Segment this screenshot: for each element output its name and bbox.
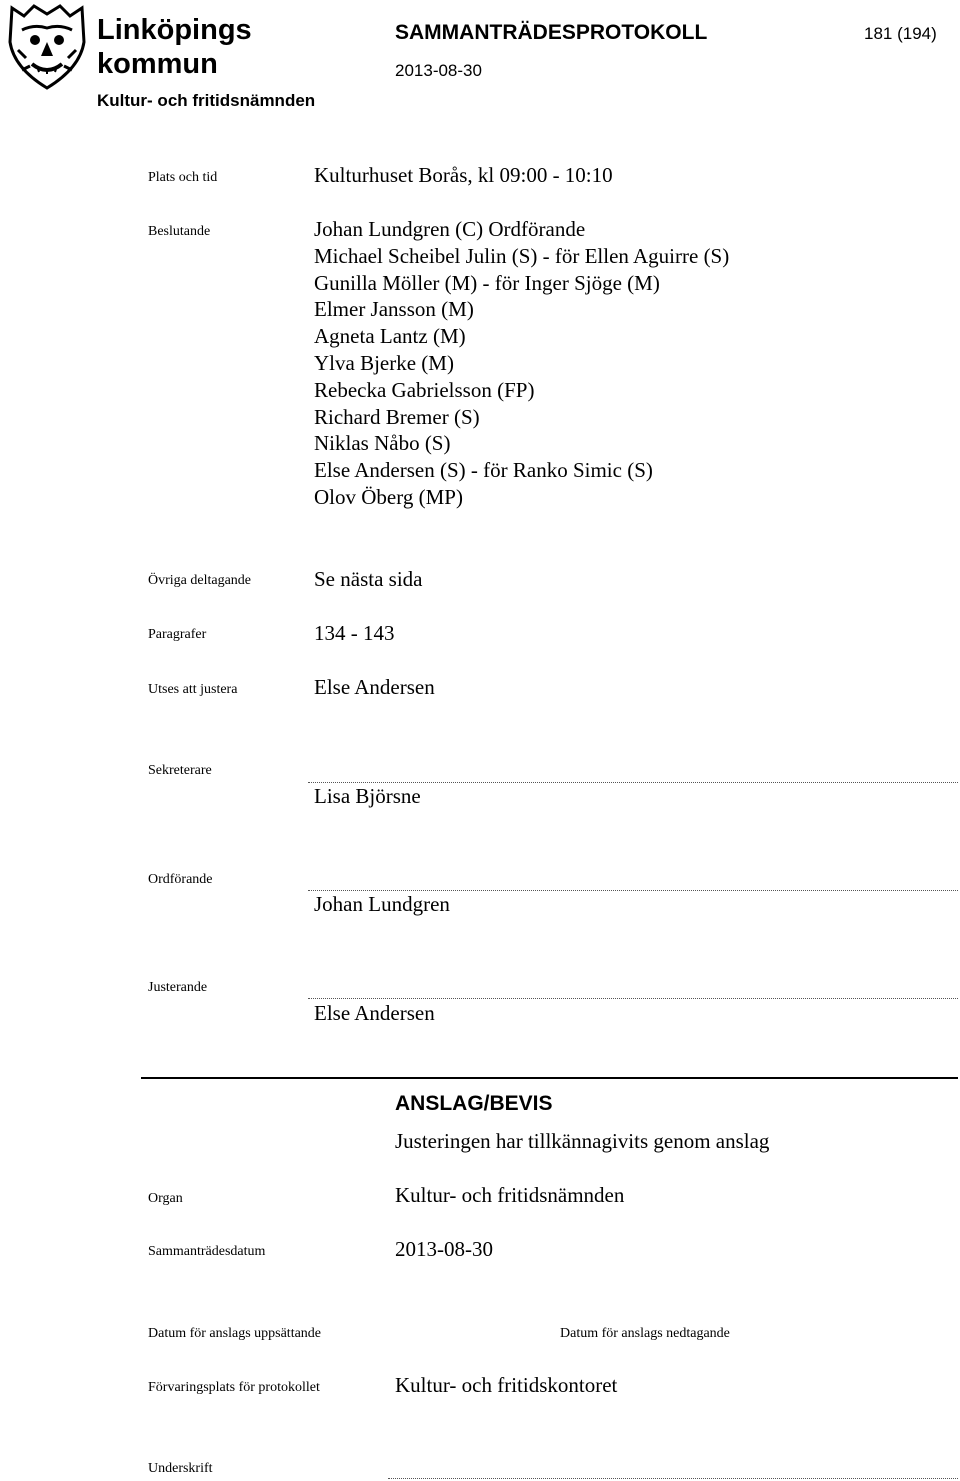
adjuster-signature-line xyxy=(308,998,958,999)
member-item: Gunilla Möller (M) - för Inger Sjöge (M) xyxy=(314,270,660,295)
secretary-label: Sekreterare xyxy=(148,763,212,778)
member-item: Michael Scheibel Julin (S) - för Ellen Aguirre (S) xyxy=(314,243,730,268)
section-divider xyxy=(141,1077,958,1079)
adjuster-name: Else Andersen xyxy=(314,1001,435,1025)
adjuster-label: Justerande xyxy=(148,980,208,995)
member-item: Rebecka Gabrielsson (FP) xyxy=(314,377,535,402)
others-value: Se nästa sida xyxy=(314,567,423,591)
member-item: Elmer Jansson (M) xyxy=(314,297,474,322)
org-name-line2: kommun xyxy=(97,48,218,80)
posted-date-label: Datum för anslags uppsättande xyxy=(148,1326,322,1341)
org-name-line1: Linköpings xyxy=(97,14,252,46)
organ-label: Organ xyxy=(148,1191,183,1206)
paragraphs-value: 134 - 143 xyxy=(314,621,395,645)
storage-label: Förvaringsplats för protokollet xyxy=(148,1380,320,1395)
adjust-value: Else Andersen xyxy=(314,675,435,699)
removed-date-label: Datum för anslags nedtagande xyxy=(560,1326,730,1341)
paragraphs-label: Paragrafer xyxy=(148,627,207,642)
signature-label: Underskrift xyxy=(148,1461,213,1476)
decision-label: Beslutande xyxy=(148,224,211,239)
member-item: Agneta Lantz (M) xyxy=(314,324,466,349)
department-name: Kultur- och fritidsnämnden xyxy=(97,91,316,110)
page-number: 181 (194) xyxy=(864,24,937,43)
chair-name: Johan Lundgren xyxy=(314,892,450,916)
header-date: 2013-08-30 xyxy=(395,61,482,80)
organ-value: Kultur- och fritidsnämnden xyxy=(395,1183,625,1207)
storage-value: Kultur- och fritidskontoret xyxy=(395,1373,618,1397)
place-label: Plats och tid xyxy=(148,170,218,185)
meeting-date-label: Sammanträdesdatum xyxy=(148,1244,266,1259)
meeting-date-value: 2013-08-30 xyxy=(395,1237,493,1261)
secretary-signature-line xyxy=(308,782,958,783)
signature-line xyxy=(388,1478,958,1479)
members-list xyxy=(314,216,729,511)
member-item: Niklas Nåbo (S) xyxy=(314,431,451,456)
lion-crest-logo xyxy=(4,2,90,90)
document-type: SAMMANTRÄDESPROTOKOLL xyxy=(395,21,708,44)
notice-subtitle: Justeringen har tillkännagivits genom anslag xyxy=(395,1129,770,1153)
member-item: Richard Bremer (S) xyxy=(314,404,480,429)
chair-signature-line xyxy=(308,890,958,891)
secretary-name: Lisa Björsne xyxy=(314,784,421,808)
adjust-label: Utses att justera xyxy=(148,682,238,697)
member-item: Else Andersen (S) - för Ranko Simic (S) xyxy=(314,458,653,483)
member-item: Ylva Bjerke (M) xyxy=(314,350,454,375)
chair-label: Ordförande xyxy=(148,872,213,887)
member-item: Johan Lundgren (C) Ordförande xyxy=(314,217,586,241)
member-item: Olov Öberg (MP) xyxy=(314,484,463,509)
others-label: Övriga deltagande xyxy=(148,573,252,588)
place-value: Kulturhuset Borås, kl 09:00 - 10:10 xyxy=(314,163,613,187)
notice-title: ANSLAG/BEVIS xyxy=(395,1092,553,1115)
